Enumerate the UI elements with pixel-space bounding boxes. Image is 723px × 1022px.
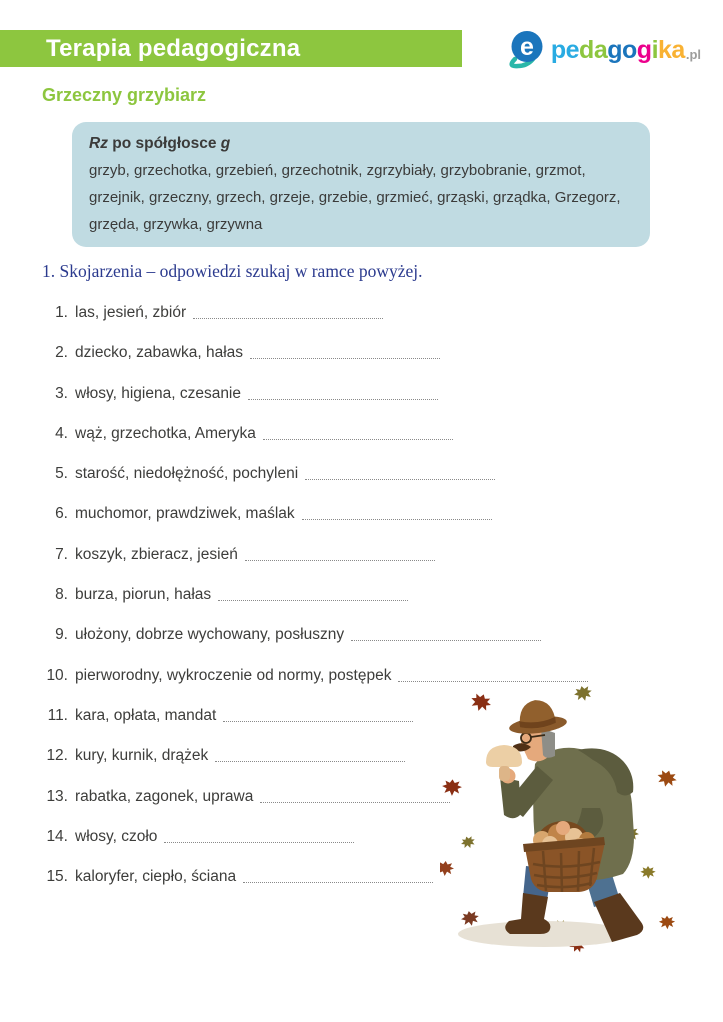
item-number: 10. (46, 666, 68, 684)
logo-wordmark (551, 29, 685, 71)
answer-line (215, 761, 405, 762)
rule-title-prefix: Rz (89, 135, 108, 152)
item-number: 14. (46, 827, 68, 845)
list-item (44, 464, 684, 484)
item-number: 4. (55, 424, 68, 442)
item-text: koszyk, zbieracz, jesień (75, 545, 238, 563)
answer-line (245, 560, 435, 561)
item-text: kury, kurnik, drążek (75, 747, 209, 765)
logo-letter: o (622, 36, 637, 64)
hand-on-handle (556, 821, 570, 835)
item-number: 12. (46, 747, 68, 765)
answer-line (263, 439, 453, 440)
rule-title-letter: g (220, 135, 231, 152)
rule-words: grzyb, grzechotka, grzebień, grzechotnik, zgrzybiały, grzybobranie, grzmot, grzejnik, grzeczny, grzech, grzeje, grzebie, grzmieć, grząski, grządka, Grzegorz, grzęda, grzywka, grzywna (89, 162, 621, 233)
item-text: ułożony, dobrze wychowany, posłuszny (75, 626, 345, 644)
item-number: 7. (55, 545, 68, 563)
list-item (44, 343, 684, 363)
item-number: 15. (46, 868, 68, 886)
list-item (44, 504, 684, 524)
logo-letter: i (651, 36, 659, 64)
answer-line (250, 358, 440, 359)
answer-line (302, 519, 492, 520)
item-text: włosy, czoło (75, 827, 158, 845)
answer-line (248, 399, 438, 400)
rule-box (72, 122, 650, 247)
item-text: kara, opłata, mandat (75, 706, 217, 724)
item-number: 1. (55, 304, 68, 321)
item-text: las, jesień, zbiór (75, 304, 187, 321)
header-bar (0, 30, 462, 67)
rule-title (89, 131, 634, 157)
item-text: burza, piorun, hałas (75, 586, 212, 604)
logo-e-icon (506, 28, 548, 72)
site-logo (506, 29, 701, 71)
item-number: 2. (55, 344, 68, 362)
answer-line (351, 640, 541, 641)
item-number: 9. (55, 626, 68, 644)
logo-letter: e (565, 36, 580, 64)
list-item (44, 545, 684, 565)
worksheet-title: Grzeczny grzybiarz (42, 85, 207, 105)
item-number: 3. (55, 384, 68, 402)
logo-badge-letter: e (519, 33, 534, 61)
item-number: 13. (46, 787, 68, 805)
item-text: pierworodny, wykroczenie od normy, postępek (75, 666, 392, 684)
item-text: muchomor, prawdziwek, maślak (75, 505, 295, 523)
item-number: 6. (55, 505, 68, 523)
exercise-heading-text: 1. Skojarzenia – odpowiedzi szukaj w ramce powyżej. (42, 261, 423, 281)
list-item (44, 585, 684, 605)
page-title: Terapia pedagogiczna (46, 34, 301, 62)
rule-title-middle: po spółgłosce (107, 135, 221, 152)
item-text: wąż, grzechotka, Ameryka (75, 424, 256, 442)
item-text: dziecko, zabawka, hałas (75, 344, 244, 362)
list-item (44, 303, 684, 323)
item-number: 11. (47, 706, 68, 724)
logo-letter: g (636, 36, 652, 64)
picker-figure (458, 697, 643, 947)
logo-letter: g (607, 36, 622, 64)
list-item (44, 384, 684, 404)
logo-letter: p (550, 36, 566, 64)
item-text: włosy, higiena, czesanie (75, 384, 241, 402)
hat (506, 697, 568, 737)
mushroom-picker-illustration (440, 676, 723, 1022)
answer-line (260, 802, 450, 803)
list-item (44, 625, 684, 645)
answer-line (218, 600, 408, 601)
answer-line (305, 479, 495, 480)
item-text: rabatka, zagonek, uprawa (75, 787, 254, 805)
answer-line (223, 721, 413, 722)
answer-line (193, 318, 383, 319)
logo-letter: k (658, 36, 672, 64)
answer-line (164, 842, 354, 843)
exercise-heading (42, 261, 423, 282)
item-number: 8. (55, 586, 68, 604)
logo-suffix: .pl (685, 47, 701, 62)
logo-letter: a (671, 36, 685, 64)
logo-letter: a (593, 36, 608, 64)
list-item (44, 424, 684, 444)
item-text: starość, niedołężność, pochyleni (75, 465, 299, 483)
item-number: 5. (55, 465, 68, 483)
logo-letter: d (579, 36, 594, 64)
answer-line (243, 882, 433, 883)
item-text: kaloryfer, ciepło, ściana (75, 868, 237, 886)
gray-hair (541, 728, 555, 758)
